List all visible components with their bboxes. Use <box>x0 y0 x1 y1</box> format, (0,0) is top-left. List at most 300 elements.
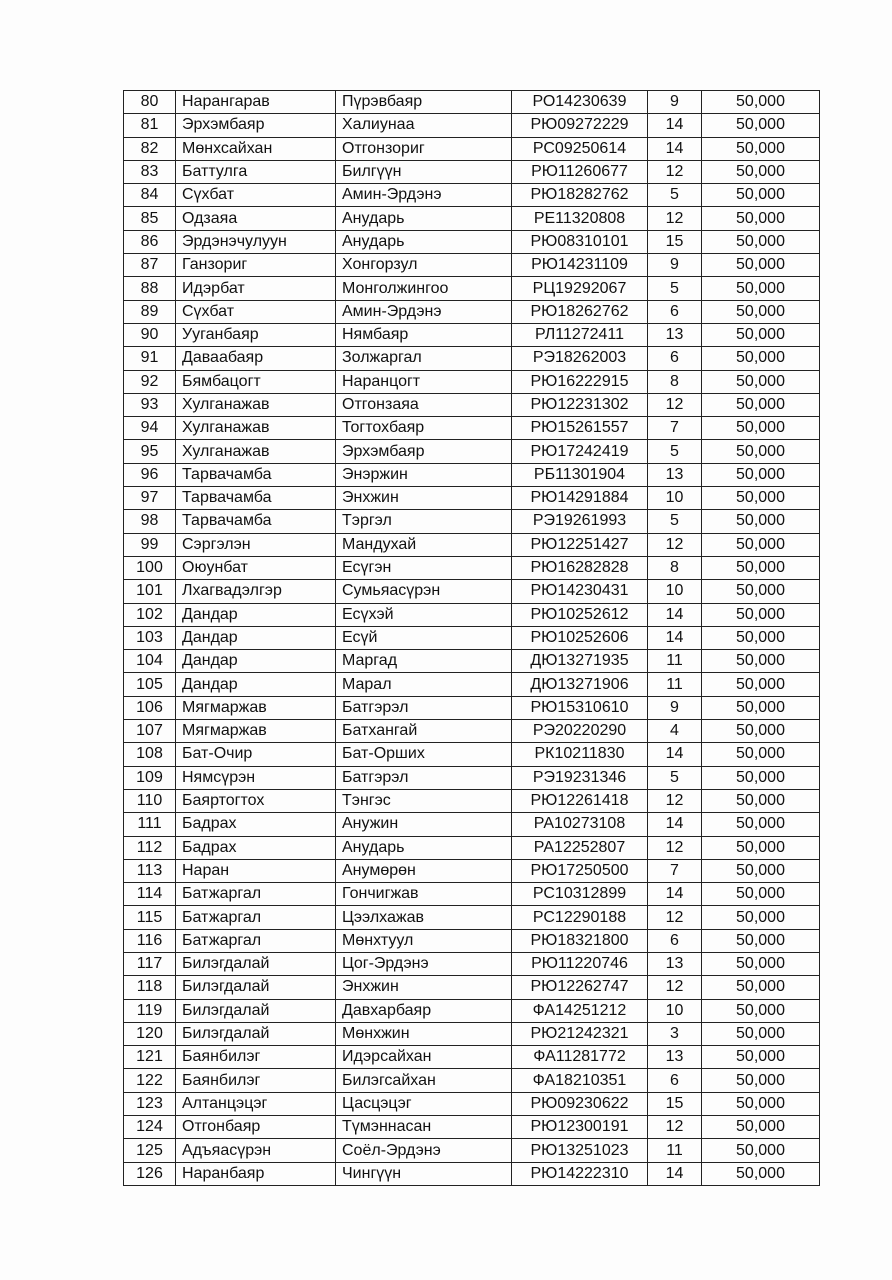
surname-cell: Отгонбаяр <box>176 1116 336 1139</box>
registry-number-cell: РЮ18321800 <box>512 929 648 952</box>
roster-table <box>123 90 820 1186</box>
count-cell: 14 <box>648 743 702 766</box>
surname-cell: Бат-Очир <box>176 743 336 766</box>
count-cell: 13 <box>648 1046 702 1069</box>
count-cell: 10 <box>648 487 702 510</box>
registry-number-cell: РС09250614 <box>512 137 648 160</box>
amount-cell: 50,000 <box>702 440 820 463</box>
count-cell: 12 <box>648 836 702 859</box>
row-number: 98 <box>124 510 176 533</box>
table-row <box>124 883 820 906</box>
given-name-cell: Билгүүн <box>336 160 512 183</box>
count-cell: 12 <box>648 393 702 416</box>
surname-cell: Нямсүрэн <box>176 766 336 789</box>
count-cell: 14 <box>648 883 702 906</box>
count-cell: 10 <box>648 580 702 603</box>
roster-body <box>124 91 820 1186</box>
table-row <box>124 463 820 486</box>
surname-cell: Бадрах <box>176 836 336 859</box>
table-row <box>124 1139 820 1162</box>
count-cell: 11 <box>648 673 702 696</box>
surname-cell: Сүхбат <box>176 184 336 207</box>
surname-cell: Баянбилэг <box>176 1046 336 1069</box>
registry-number-cell: РЮ12262747 <box>512 976 648 999</box>
surname-cell: Сүхбат <box>176 300 336 323</box>
registry-number-cell: РЦ19292067 <box>512 277 648 300</box>
table-row <box>124 114 820 137</box>
registry-number-cell: РЮ10252612 <box>512 603 648 626</box>
registry-number-cell: РЮ21242321 <box>512 1022 648 1045</box>
surname-cell: Билэгдалай <box>176 1022 336 1045</box>
amount-cell: 50,000 <box>702 510 820 533</box>
amount-cell: 50,000 <box>702 1139 820 1162</box>
surname-cell: Мягмаржав <box>176 696 336 719</box>
count-cell: 14 <box>648 137 702 160</box>
table-row <box>124 720 820 743</box>
surname-cell: Лхагвадэлгэр <box>176 580 336 603</box>
registry-number-cell: РЮ14222310 <box>512 1162 648 1185</box>
registry-number-cell: ДЮ13271935 <box>512 650 648 673</box>
table-row <box>124 929 820 952</box>
registry-number-cell: РА10273108 <box>512 813 648 836</box>
table-row <box>124 976 820 999</box>
amount-cell: 50,000 <box>702 533 820 556</box>
amount-cell: 50,000 <box>702 277 820 300</box>
registry-number-cell: РЮ14291884 <box>512 487 648 510</box>
registry-number-cell: РО14230639 <box>512 91 648 114</box>
row-number: 113 <box>124 859 176 882</box>
amount-cell: 50,000 <box>702 580 820 603</box>
amount-cell: 50,000 <box>702 673 820 696</box>
row-number: 88 <box>124 277 176 300</box>
amount-cell: 50,000 <box>702 603 820 626</box>
row-number: 84 <box>124 184 176 207</box>
table-row <box>124 766 820 789</box>
table-row <box>124 347 820 370</box>
row-number: 92 <box>124 370 176 393</box>
given-name-cell: Амин-Эрдэнэ <box>336 300 512 323</box>
row-number: 123 <box>124 1092 176 1115</box>
registry-number-cell: РС12290188 <box>512 906 648 929</box>
registry-number-cell: РЮ11220746 <box>512 952 648 975</box>
surname-cell: Батжаргал <box>176 929 336 952</box>
surname-cell: Билэгдалай <box>176 999 336 1022</box>
given-name-cell: Есүй <box>336 626 512 649</box>
registry-number-cell: РЮ15310610 <box>512 696 648 719</box>
given-name-cell: Тэнгэс <box>336 789 512 812</box>
surname-cell: Дандар <box>176 603 336 626</box>
count-cell: 8 <box>648 370 702 393</box>
surname-cell: Ганзориг <box>176 254 336 277</box>
registry-number-cell: РЭ20220290 <box>512 720 648 743</box>
row-number: 102 <box>124 603 176 626</box>
count-cell: 4 <box>648 720 702 743</box>
given-name-cell: Цээлхажав <box>336 906 512 929</box>
given-name-cell: Нямбаяр <box>336 323 512 346</box>
surname-cell: Адъяасүрэн <box>176 1139 336 1162</box>
surname-cell: Оюунбат <box>176 556 336 579</box>
count-cell: 14 <box>648 626 702 649</box>
amount-cell: 50,000 <box>702 626 820 649</box>
given-name-cell: Отгонзориг <box>336 137 512 160</box>
count-cell: 8 <box>648 556 702 579</box>
registry-number-cell: РЮ12251427 <box>512 533 648 556</box>
table-row <box>124 207 820 230</box>
amount-cell: 50,000 <box>702 114 820 137</box>
amount-cell: 50,000 <box>702 254 820 277</box>
amount-cell: 50,000 <box>702 487 820 510</box>
row-number: 122 <box>124 1069 176 1092</box>
registry-number-cell: РЮ18282762 <box>512 184 648 207</box>
count-cell: 5 <box>648 184 702 207</box>
count-cell: 5 <box>648 277 702 300</box>
row-number: 86 <box>124 230 176 253</box>
count-cell: 12 <box>648 207 702 230</box>
amount-cell: 50,000 <box>702 766 820 789</box>
table-row <box>124 254 820 277</box>
row-number: 97 <box>124 487 176 510</box>
table-row <box>124 1069 820 1092</box>
table-row <box>124 696 820 719</box>
amount-cell: 50,000 <box>702 1046 820 1069</box>
table-row <box>124 1046 820 1069</box>
row-number: 80 <box>124 91 176 114</box>
given-name-cell: Гончигжав <box>336 883 512 906</box>
row-number: 110 <box>124 789 176 812</box>
table-row <box>124 650 820 673</box>
count-cell: 7 <box>648 859 702 882</box>
given-name-cell: Эрхэмбаяр <box>336 440 512 463</box>
table-row <box>124 323 820 346</box>
count-cell: 11 <box>648 1139 702 1162</box>
count-cell: 6 <box>648 1069 702 1092</box>
amount-cell: 50,000 <box>702 463 820 486</box>
table-row <box>124 859 820 882</box>
count-cell: 12 <box>648 533 702 556</box>
registry-number-cell: РЮ13251023 <box>512 1139 648 1162</box>
row-number: 87 <box>124 254 176 277</box>
count-cell: 13 <box>648 323 702 346</box>
row-number: 101 <box>124 580 176 603</box>
amount-cell: 50,000 <box>702 859 820 882</box>
given-name-cell: Бат-Орших <box>336 743 512 766</box>
row-number: 85 <box>124 207 176 230</box>
registry-number-cell: РЮ16282828 <box>512 556 648 579</box>
surname-cell: Дандар <box>176 650 336 673</box>
table-row <box>124 603 820 626</box>
given-name-cell: Халиунаа <box>336 114 512 137</box>
table-row <box>124 626 820 649</box>
given-name-cell: Тогтохбаяр <box>336 417 512 440</box>
table-row <box>124 184 820 207</box>
count-cell: 14 <box>648 114 702 137</box>
count-cell: 12 <box>648 1116 702 1139</box>
table-row <box>124 789 820 812</box>
given-name-cell: Маргад <box>336 650 512 673</box>
amount-cell: 50,000 <box>702 836 820 859</box>
count-cell: 6 <box>648 347 702 370</box>
registry-number-cell: РБ11301904 <box>512 463 648 486</box>
given-name-cell: Анударь <box>336 230 512 253</box>
registry-number-cell: РЮ12231302 <box>512 393 648 416</box>
surname-cell: Батжаргал <box>176 906 336 929</box>
surname-cell: Нарангарав <box>176 91 336 114</box>
given-name-cell: Пүрэвбаяр <box>336 91 512 114</box>
registry-number-cell: РЮ12300191 <box>512 1116 648 1139</box>
table-row <box>124 300 820 323</box>
given-name-cell: Энхжин <box>336 487 512 510</box>
row-number: 99 <box>124 533 176 556</box>
amount-cell: 50,000 <box>702 300 820 323</box>
row-number: 118 <box>124 976 176 999</box>
given-name-cell: Тэргэл <box>336 510 512 533</box>
count-cell: 13 <box>648 952 702 975</box>
amount-cell: 50,000 <box>702 1092 820 1115</box>
amount-cell: 50,000 <box>702 1162 820 1185</box>
row-number: 94 <box>124 417 176 440</box>
table-row <box>124 1022 820 1045</box>
registry-number-cell: РЮ10252606 <box>512 626 648 649</box>
surname-cell: Дандар <box>176 626 336 649</box>
registry-number-cell: РС10312899 <box>512 883 648 906</box>
registry-number-cell: РЮ14231109 <box>512 254 648 277</box>
surname-cell: Даваабаяр <box>176 347 336 370</box>
given-name-cell: Сумьяасүрэн <box>336 580 512 603</box>
count-cell: 11 <box>648 650 702 673</box>
given-name-cell: Марал <box>336 673 512 696</box>
given-name-cell: Соёл-Эрдэнэ <box>336 1139 512 1162</box>
count-cell: 12 <box>648 160 702 183</box>
count-cell: 3 <box>648 1022 702 1045</box>
given-name-cell: Мөнхтуул <box>336 929 512 952</box>
surname-cell: Баянбилэг <box>176 1069 336 1092</box>
table-row <box>124 952 820 975</box>
count-cell: 7 <box>648 417 702 440</box>
amount-cell: 50,000 <box>702 160 820 183</box>
amount-cell: 50,000 <box>702 207 820 230</box>
given-name-cell: Энхжин <box>336 976 512 999</box>
registry-number-cell: РЮ08310101 <box>512 230 648 253</box>
row-number: 90 <box>124 323 176 346</box>
row-number: 91 <box>124 347 176 370</box>
table-row <box>124 556 820 579</box>
table-row <box>124 673 820 696</box>
count-cell: 13 <box>648 463 702 486</box>
table-row <box>124 277 820 300</box>
row-number: 89 <box>124 300 176 323</box>
amount-cell: 50,000 <box>702 999 820 1022</box>
row-number: 107 <box>124 720 176 743</box>
count-cell: 6 <box>648 300 702 323</box>
surname-cell: Одзаяа <box>176 207 336 230</box>
registry-number-cell: ДЮ13271906 <box>512 673 648 696</box>
surname-cell: Билэгдалай <box>176 976 336 999</box>
row-number: 109 <box>124 766 176 789</box>
registry-number-cell: РЮ14230431 <box>512 580 648 603</box>
count-cell: 14 <box>648 813 702 836</box>
row-number: 116 <box>124 929 176 952</box>
given-name-cell: Цасцэцэг <box>336 1092 512 1115</box>
count-cell: 10 <box>648 999 702 1022</box>
registry-number-cell: РЭ19231346 <box>512 766 648 789</box>
surname-cell: Хулганажав <box>176 440 336 463</box>
amount-cell: 50,000 <box>702 556 820 579</box>
surname-cell: Баяртогтох <box>176 789 336 812</box>
row-number: 112 <box>124 836 176 859</box>
amount-cell: 50,000 <box>702 1022 820 1045</box>
surname-cell: Эрдэнэчулуун <box>176 230 336 253</box>
given-name-cell: Энэржин <box>336 463 512 486</box>
surname-cell: Тарвачамба <box>176 487 336 510</box>
table-row <box>124 743 820 766</box>
surname-cell: Эрхэмбаяр <box>176 114 336 137</box>
surname-cell: Идэрбат <box>176 277 336 300</box>
registry-number-cell: РЮ09230622 <box>512 1092 648 1115</box>
row-number: 93 <box>124 393 176 416</box>
amount-cell: 50,000 <box>702 883 820 906</box>
registry-number-cell: РЮ12261418 <box>512 789 648 812</box>
amount-cell: 50,000 <box>702 906 820 929</box>
amount-cell: 50,000 <box>702 789 820 812</box>
amount-cell: 50,000 <box>702 137 820 160</box>
amount-cell: 50,000 <box>702 1116 820 1139</box>
given-name-cell: Батгэрэл <box>336 696 512 719</box>
count-cell: 9 <box>648 254 702 277</box>
surname-cell: Хулганажав <box>176 417 336 440</box>
row-number: 117 <box>124 952 176 975</box>
registry-number-cell: РЮ16222915 <box>512 370 648 393</box>
given-name-cell: Анударь <box>336 207 512 230</box>
given-name-cell: Есүхэй <box>336 603 512 626</box>
amount-cell: 50,000 <box>702 323 820 346</box>
given-name-cell: Цог-Эрдэнэ <box>336 952 512 975</box>
given-name-cell: Наранцогт <box>336 370 512 393</box>
surname-cell: Сэргэлэн <box>176 533 336 556</box>
table-row <box>124 813 820 836</box>
surname-cell: Батжаргал <box>176 883 336 906</box>
row-number: 108 <box>124 743 176 766</box>
registry-number-cell: РА12252807 <box>512 836 648 859</box>
count-cell: 9 <box>648 91 702 114</box>
table-row <box>124 999 820 1022</box>
count-cell: 5 <box>648 510 702 533</box>
registry-number-cell: РЮ15261557 <box>512 417 648 440</box>
amount-cell: 50,000 <box>702 720 820 743</box>
row-number: 105 <box>124 673 176 696</box>
surname-cell: Ууганбаяр <box>176 323 336 346</box>
surname-cell: Тарвачамба <box>176 510 336 533</box>
count-cell: 14 <box>648 603 702 626</box>
amount-cell: 50,000 <box>702 650 820 673</box>
registry-number-cell: РЭ19261993 <box>512 510 648 533</box>
row-number: 121 <box>124 1046 176 1069</box>
row-number: 115 <box>124 906 176 929</box>
surname-cell: Наран <box>176 859 336 882</box>
row-number: 120 <box>124 1022 176 1045</box>
count-cell: 15 <box>648 230 702 253</box>
amount-cell: 50,000 <box>702 952 820 975</box>
table-row <box>124 1116 820 1139</box>
amount-cell: 50,000 <box>702 370 820 393</box>
surname-cell: Баттулга <box>176 160 336 183</box>
table-row <box>124 906 820 929</box>
row-number: 111 <box>124 813 176 836</box>
given-name-cell: Мандухай <box>336 533 512 556</box>
count-cell: 12 <box>648 976 702 999</box>
count-cell: 6 <box>648 929 702 952</box>
amount-cell: 50,000 <box>702 417 820 440</box>
registry-number-cell: РЮ17250500 <box>512 859 648 882</box>
amount-cell: 50,000 <box>702 813 820 836</box>
given-name-cell: Есүгэн <box>336 556 512 579</box>
surname-cell: Алтанцэцэг <box>176 1092 336 1115</box>
row-number: 125 <box>124 1139 176 1162</box>
surname-cell: Хулганажав <box>176 393 336 416</box>
row-number: 95 <box>124 440 176 463</box>
registry-number-cell: РЛ11272411 <box>512 323 648 346</box>
given-name-cell: Идэрсайхан <box>336 1046 512 1069</box>
count-cell: 12 <box>648 906 702 929</box>
surname-cell: Наранбаяр <box>176 1162 336 1185</box>
given-name-cell: Хонгорзул <box>336 254 512 277</box>
registry-number-cell: РЭ18262003 <box>512 347 648 370</box>
row-number: 104 <box>124 650 176 673</box>
registry-number-cell: ФА14251212 <box>512 999 648 1022</box>
row-number: 83 <box>124 160 176 183</box>
given-name-cell: Отгонзаяа <box>336 393 512 416</box>
registry-number-cell: РЮ18262762 <box>512 300 648 323</box>
amount-cell: 50,000 <box>702 184 820 207</box>
table-row <box>124 440 820 463</box>
amount-cell: 50,000 <box>702 347 820 370</box>
table-row <box>124 137 820 160</box>
count-cell: 9 <box>648 696 702 719</box>
surname-cell: Бадрах <box>176 813 336 836</box>
amount-cell: 50,000 <box>702 696 820 719</box>
table-row <box>124 230 820 253</box>
surname-cell: Билэгдалай <box>176 952 336 975</box>
count-cell: 5 <box>648 440 702 463</box>
row-number: 96 <box>124 463 176 486</box>
given-name-cell: Чингүүн <box>336 1162 512 1185</box>
row-number: 81 <box>124 114 176 137</box>
table-row <box>124 1092 820 1115</box>
amount-cell: 50,000 <box>702 743 820 766</box>
registry-number-cell: РЕ11320808 <box>512 207 648 230</box>
table-row <box>124 487 820 510</box>
table-row <box>124 580 820 603</box>
row-number: 114 <box>124 883 176 906</box>
row-number: 82 <box>124 137 176 160</box>
surname-cell: Тарвачамба <box>176 463 336 486</box>
given-name-cell: Билэгсайхан <box>336 1069 512 1092</box>
given-name-cell: Мөнхжин <box>336 1022 512 1045</box>
given-name-cell: Анударь <box>336 836 512 859</box>
table-row <box>124 160 820 183</box>
table-row <box>124 1162 820 1185</box>
given-name-cell: Монголжингоо <box>336 277 512 300</box>
amount-cell: 50,000 <box>702 230 820 253</box>
registry-number-cell: РК10211830 <box>512 743 648 766</box>
amount-cell: 50,000 <box>702 393 820 416</box>
amount-cell: 50,000 <box>702 929 820 952</box>
amount-cell: 50,000 <box>702 976 820 999</box>
table-row <box>124 393 820 416</box>
given-name-cell: Батгэрэл <box>336 766 512 789</box>
registry-number-cell: РЮ09272229 <box>512 114 648 137</box>
surname-cell: Мягмаржав <box>176 720 336 743</box>
surname-cell: Мөнхсайхан <box>176 137 336 160</box>
